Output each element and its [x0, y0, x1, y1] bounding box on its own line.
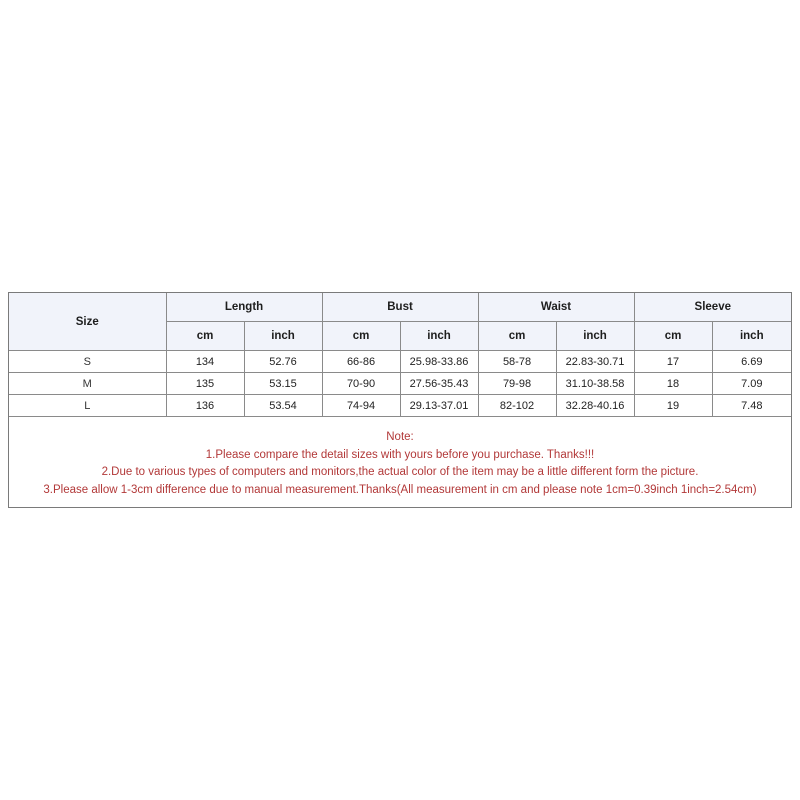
- note-line-3: 3.Please allow 1-3cm difference due to manual measurement.Thanks(All measurement in cm and please note 1cm=0.39inch 1inch=2.54cm): [43, 483, 757, 496]
- table-cell: 17: [634, 351, 712, 373]
- table-cell: 22.83-30.71: [556, 351, 634, 373]
- table-cell: 52.76: [244, 351, 322, 373]
- note-line-2: 2.Due to various types of computers and monitors,the actual color of the item may be a little different form the picture.: [101, 466, 699, 478]
- size-cell: S: [9, 351, 166, 373]
- table-cell: 134: [166, 351, 244, 373]
- table-cell: 135: [166, 373, 244, 395]
- table-cell: 82-102: [478, 395, 556, 417]
- sleeve-inch-header: inch: [712, 322, 791, 351]
- table-cell: 7.48: [712, 395, 791, 417]
- header-row-groups: [9, 293, 791, 322]
- table-cell: 70-90: [322, 373, 400, 395]
- size-chart: [8, 292, 792, 508]
- table-cell: 31.10-38.58: [556, 373, 634, 395]
- table-cell: 74-94: [322, 395, 400, 417]
- bust-header: Bust: [322, 293, 478, 322]
- sleeve-cm-header: cm: [634, 322, 712, 351]
- table-row-s: [9, 351, 791, 373]
- waist-inch-header: inch: [556, 322, 634, 351]
- notes-section: [9, 419, 791, 507]
- table-cell: 7.09: [712, 373, 791, 395]
- table-cell: 66-86: [322, 351, 400, 373]
- length-inch-header: inch: [244, 322, 322, 351]
- note-line-1: 1.Please compare the detail sizes with yours before you purchase. Thanks!!!: [205, 448, 595, 461]
- table-cell: 79-98: [478, 373, 556, 395]
- note-title: Note:: [386, 431, 414, 443]
- table-cell: 25.98-33.86: [400, 351, 478, 373]
- sleeve-header: Sleeve: [634, 293, 791, 322]
- table-cell: 27.56-35.43: [400, 373, 478, 395]
- length-header: Length: [166, 293, 322, 322]
- bust-cm-header: cm: [322, 322, 400, 351]
- table-cell: 32.28-40.16: [556, 395, 634, 417]
- table-cell: 6.69: [712, 351, 791, 373]
- size-cell: M: [9, 373, 166, 395]
- waist-header: Waist: [478, 293, 634, 322]
- table-row-m: [9, 373, 791, 395]
- table-cell: 58-78: [478, 351, 556, 373]
- bust-inch-header: inch: [400, 322, 478, 351]
- table-cell: 136: [166, 395, 244, 417]
- table-cell: 53.54: [244, 395, 322, 417]
- table-row-l: [9, 395, 791, 417]
- table-cell: 19: [634, 395, 712, 417]
- table-cell: 29.13-37.01: [400, 395, 478, 417]
- table-cell: 18: [634, 373, 712, 395]
- table-cell: 53.15: [244, 373, 322, 395]
- size-table: [9, 293, 791, 417]
- waist-cm-header: cm: [478, 322, 556, 351]
- length-cm-header: cm: [166, 322, 244, 351]
- size-header: Size: [9, 293, 166, 351]
- size-cell: L: [9, 395, 166, 417]
